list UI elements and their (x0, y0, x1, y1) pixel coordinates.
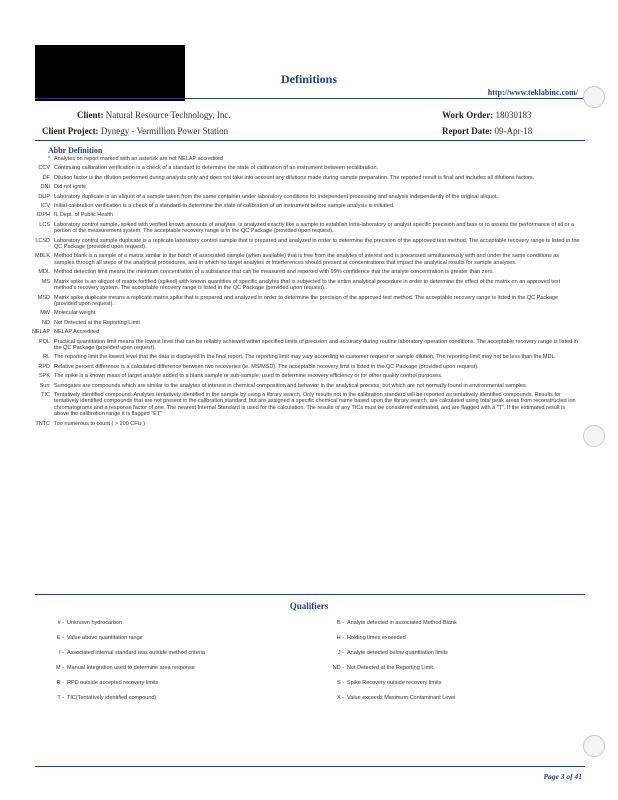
definitions-list (14, 156, 580, 430)
report-date-value: 09-Apr-18 (494, 126, 533, 136)
definitions-header: Abbr Definition (48, 146, 103, 155)
definition-text: Practical quantitation limit means the lowest level that can be reliably achieved within specified limits of precision and accuracy during routine laboratory operation conditions. The acceptable recovery range is listed in the QC Package (provided upon request). (54, 338, 578, 351)
lab-url-link[interactable]: http://www.teklabinc.com/ (487, 88, 578, 97)
info-divider (35, 140, 585, 141)
definition-text: The reporting limit the lowest level that the data is displayed in the final report. The reporting limit may vary according to customer request or sample dilution. The reporting limit may not be less than the MDL. (54, 354, 557, 361)
qualifier-code: I - (59, 649, 64, 656)
definition-row (14, 203, 580, 209)
qualifier-code: T - (57, 694, 64, 701)
qualifier-code: S - (336, 679, 344, 686)
definition-row (14, 165, 580, 171)
definition-abbr: LCSD (35, 237, 50, 244)
definition-row (14, 222, 580, 235)
definition-text: Method detection limit means the minimum concentration of a substance that can be measured and reported with 99% confidence that the analyte concentration is greater than zero. (54, 269, 494, 276)
definition-abbr: LCS (39, 221, 50, 228)
definition-row (14, 329, 580, 335)
definition-abbr: ICV (40, 203, 50, 210)
qualifier-row (42, 630, 302, 645)
qualifier-row (42, 675, 302, 690)
definition-row (14, 373, 580, 379)
project-value: Dynegy - Vermillion Power Station (100, 126, 229, 136)
definition-text: Method blank is a sample of a matrix similar to the batch of associated sample (when available) that is free from the analytes of interest and is processed simultaneously with and under the same conditions as samples through all steps of the analytical procedures, and in which no target analytes or interferences should present at concentrations that impact the analytical results for sample analyses. (54, 253, 560, 266)
work-order-value: 18030183 (495, 110, 532, 120)
page-title: Definitions (280, 72, 337, 86)
qualifier-code: J - (337, 649, 344, 656)
definition-abbr: * (47, 156, 50, 162)
qualifier-row (322, 690, 582, 705)
page-number: Page 3 of 41 (543, 772, 582, 781)
definition-text: Too numerous to count ( > 200 CFU ) (54, 420, 145, 427)
definition-text: Not Detected at the Reporting Limit (54, 319, 140, 326)
qualifier-text: Holding times exceeded (347, 634, 406, 641)
definition-row (14, 320, 580, 326)
definition-abbr: TNTC (35, 420, 50, 427)
definition-abbr: ND (42, 319, 50, 326)
definition-row (14, 156, 580, 162)
qualifiers-title: Qualifiers (289, 601, 329, 611)
qualifier-row (42, 690, 302, 705)
definition-abbr: DUP (38, 193, 50, 200)
report-date-line (442, 126, 532, 136)
definition-text: Laboratory control sample, spiked with verified known amounts of analytes, is analyzed exactly like a sample to establish intra-laboratory or analyst specific precision and bias or to assess the performance of all or a portion of the measurement system. The acceptable recovery range is in the QC Package (provided upon request). (54, 221, 575, 235)
qualifier-row (42, 645, 302, 660)
project-label: Client Project: (42, 126, 99, 136)
definition-abbr: MSD (37, 294, 50, 301)
definition-row (14, 175, 580, 181)
definition-abbr: DNI (40, 184, 50, 191)
qualifier-row (322, 630, 582, 645)
binder-hole-middle (583, 425, 605, 447)
definition-abbr: MDL (38, 269, 50, 276)
binder-hole-bottom (583, 735, 605, 757)
qualifiers-right-column (322, 615, 582, 705)
header-divider (35, 98, 585, 99)
definition-abbr: MS (41, 278, 50, 285)
definition-text: Relative percent difference is a calculated difference between two recoveries (ie. MS/MSD). The acceptable recovery limit is listed in the QC Package (provided upon request). (54, 363, 479, 370)
definition-abbr: NELAP (31, 329, 50, 336)
definition-text: Tentatively identified compound: Analytes tentatively identified in the sample by using a library search. Only results not in the calibration standard will be reported as tentatively identified compounds. Results for tentatively identified compounds that are not present in the calibration standard, but are assigned a specific chemical name based upon the library search, are calculated using total peak areas from reconstructed ion chromatograms and a response factor of one. The nearest Internal Standard is used for the calculation. The results of any TICs must be considered estimated, and are flagged with a "T". If the estimated result is above the calibration range it is flagged "ET" (54, 391, 576, 418)
definition-text: Did not ignite (54, 184, 87, 191)
report-date-label: Report Date: (442, 126, 493, 136)
qualifier-code: # - (57, 619, 64, 626)
qualifier-row (322, 645, 582, 660)
qualifier-row (322, 615, 582, 630)
client-label: Client: (77, 110, 104, 120)
definition-abbr: RL (42, 354, 50, 361)
qualifier-code: E - (56, 634, 64, 641)
definition-text: Matrix spike duplicate means a replicate matrix spike that is prepared and analyzed in order to determine the precision of the approved test method. The acceptable recovery range is listed in the QC Package (provided upon request). (54, 294, 559, 307)
qualifier-row (322, 675, 582, 690)
qualifier-text: Associated internal standard was outside method criteria (67, 649, 205, 656)
qualifier-code: X - (336, 694, 344, 701)
qualifier-text: RPD outside accepted recovery limits (67, 679, 159, 686)
qualifier-text: Manual Integration used to determine area response (67, 664, 195, 671)
qualifier-text: Analyte detected below quantitation limits (347, 649, 448, 656)
work-order-label: Work Order: (442, 110, 494, 120)
qualifier-code: B - (336, 619, 344, 626)
definition-row (14, 279, 580, 292)
definition-row (14, 269, 580, 275)
qualifier-row (42, 615, 302, 630)
qualifier-code: H - (336, 634, 344, 641)
definition-row (14, 339, 580, 352)
binder-hole-top (583, 86, 605, 108)
definition-text: Laboratory duplicate is an aliquot of a sample taken from the same container under laboratory conditions for independent processing and analysis independently of the original aliquot. (54, 193, 498, 200)
definition-row (14, 238, 580, 251)
qualifier-text: TIC(Tentatively identified compound) (67, 694, 157, 701)
definition-abbr: MW (40, 310, 50, 317)
definition-text: Molecular weight (54, 310, 96, 317)
qualifier-text: Value exceeds Maximum Contaminant Level (347, 694, 456, 701)
definition-abbr: PQL (38, 338, 50, 345)
definition-row (14, 212, 580, 218)
qualifiers-divider (35, 594, 585, 595)
definition-abbr: MBLK (35, 253, 50, 260)
definition-row (14, 253, 580, 266)
definition-text: IL Dept. of Public Health (54, 212, 114, 219)
footer-divider (35, 766, 585, 767)
definition-text: Surrogates are compounds which are similar to the analytes of interest in chemical composition and behavior in the analytical process, but which are not normally found in environmental samples. (54, 382, 528, 389)
client-line (77, 110, 231, 120)
definition-text: Laboratory control sample duplicate is a replicate laboratory control sample that is prepared and analyzed in order to determine the precision of the approved test method. The acceptable recovery range is listed in the QC Package (provided upon request). (54, 237, 580, 251)
definition-text: NELAP Accredited (54, 329, 100, 336)
definition-abbr: SPK (38, 373, 50, 380)
qualifier-row (322, 660, 582, 675)
definition-row (14, 295, 580, 308)
qualifier-text: Analyte detected in associated Method Blank (347, 619, 457, 626)
qualifier-text: Not Detected at the Reporting Limit (347, 664, 433, 671)
qualifiers-left-column (42, 615, 302, 705)
definition-text: Continuing calibration verification is a check of a standard to determine the state of calibration of an instrument between recalibration. (54, 165, 379, 172)
work-order-line (442, 110, 532, 120)
client-value: Natural Resource Technology, Inc. (105, 110, 231, 120)
definition-abbr: DF (42, 174, 50, 181)
definition-abbr: IDPH (36, 212, 50, 219)
definition-row (14, 421, 580, 427)
definition-abbr: CCV (38, 165, 50, 172)
definition-row (14, 392, 580, 418)
definition-row (14, 310, 580, 316)
definition-text: Dilution factor is the dilution performed during analysis only and does not take into account any dilutions made during sample preparation. The reported result is final and includes all dilutions factors. (54, 174, 535, 181)
qualifier-code: M - (56, 664, 64, 671)
definition-text: Analytes on report marked with an asterisk are not NELAP accredited (54, 156, 223, 162)
qualifier-row (42, 660, 302, 675)
definition-row (14, 354, 580, 360)
qualifier-code: R - (56, 679, 64, 686)
qualifier-text: Value above quantitation range (67, 634, 143, 641)
definition-row (14, 194, 580, 200)
definition-row (14, 383, 580, 389)
definition-abbr: Surr (39, 382, 50, 389)
definition-row (14, 184, 580, 190)
definition-text: Matrix spike is an aliquot of matrix fortified (spiked) with known quantities of specific analytes that is subjected to the entire analytical procedure in order to determine the effect of the matrix on an approved test method's recovery system. The acceptable recovery range is listed in the QC Package (provided upon request). (54, 278, 561, 292)
definition-text: The spike is a known mass of target analyte added to a blank sample or sub-sample; used to determine recovery efficiency or for other quality control purposes. (54, 373, 443, 380)
definition-row (14, 364, 580, 370)
definition-abbr: RPD (38, 363, 50, 370)
definition-abbr: TIC (41, 391, 50, 398)
qualifier-text: Unknown hydrocarbon (67, 619, 123, 626)
definition-text: Initial calibration verification is a check of a standard to determine the state of calibration of an instrument before sample analysis is initiated. (54, 203, 395, 210)
qualifier-text: Spike Recovery outside recovery limits (347, 679, 442, 686)
qualifier-code: ND - (332, 664, 344, 671)
project-line (42, 126, 228, 136)
